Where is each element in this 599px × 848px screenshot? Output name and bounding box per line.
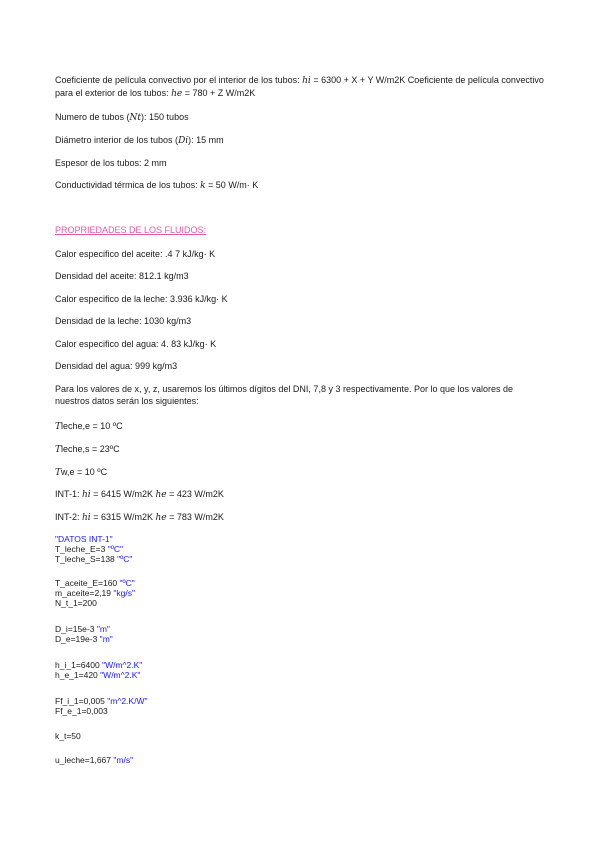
text: leche,e = 10 ºC — [61, 421, 123, 431]
text: ): 150 tubos — [141, 112, 189, 122]
text: D_i=15e-3 — [55, 624, 97, 634]
text: Conductividad térmica de los tubos: — [55, 180, 201, 190]
int2-line — [55, 511, 550, 524]
string: "DATOS INT-1" — [55, 534, 113, 544]
code-block-title — [55, 535, 550, 545]
dni-paragraph: Para los valores de x, y, z, usaremos los últimos dígitos del DNI, 7,8 y 3 respectivamente. Por lo que los valores de nuestros datos serán los siguientes: — [55, 384, 514, 406]
di-symbol: Di — [178, 136, 189, 146]
string: "m" — [96, 624, 110, 634]
intro-text: = 780 + Z W/m2K — [182, 88, 256, 98]
text: w,e = 10 ºC — [61, 467, 108, 477]
temp-line — [55, 420, 550, 433]
string: "ºC" — [119, 578, 135, 588]
int1-line — [55, 488, 550, 501]
text: ): 15 mm — [188, 135, 224, 145]
property-line: Calor especifico del agua: 4. 83 kJ/kg· K — [55, 339, 217, 349]
property-line: Densidad del aceite: 812.1 kg/m3 — [55, 271, 189, 281]
text: INT-1: — [55, 489, 83, 499]
string: "m^2.K/W" — [107, 696, 148, 706]
t-symbol: T — [55, 468, 62, 478]
intro-paragraph — [55, 74, 550, 100]
code-line — [55, 625, 550, 635]
temp-line — [55, 443, 550, 456]
text: = 423 W/m2K — [166, 489, 224, 499]
string: "m/s" — [113, 755, 134, 765]
text: u_leche=1,667 — [55, 755, 114, 765]
text: T_aceite_E=160 — [55, 578, 120, 588]
temp-line — [55, 466, 550, 479]
t-symbol: T — [55, 422, 62, 432]
text: D_e=19e-3 — [55, 634, 100, 644]
text: Diámetro interior de los tubos ( — [55, 135, 179, 145]
code-line: N_t_1=200 — [55, 598, 97, 608]
text: T_leche_E=3 — [55, 544, 108, 554]
code-line — [55, 697, 550, 707]
code-line: k_t=50 — [55, 731, 81, 741]
he-symbol: he — [171, 89, 183, 99]
text: Numero de tubos ( — [55, 112, 130, 122]
code-line — [55, 671, 550, 681]
text: m_aceite=2,19 — [55, 588, 114, 598]
inner-diameter-line — [55, 134, 550, 147]
hi-symbol: hi — [82, 490, 91, 500]
he-symbol: he — [155, 513, 167, 523]
code-line — [55, 756, 550, 766]
thickness-line: Espesor de los tubos: 2 mm — [55, 158, 167, 168]
tube-count-line — [55, 111, 550, 124]
text: = 6315 W/m2K — [90, 512, 156, 522]
code-line — [55, 589, 550, 599]
text: Ff_i_1=0,005 — [55, 696, 108, 706]
string: "W/m^2.K" — [102, 660, 143, 670]
text: INT-2: — [55, 512, 83, 522]
string: "m" — [99, 634, 113, 644]
property-line: Densidad de la leche: 1030 kg/m3 — [55, 316, 192, 326]
code-line — [55, 555, 550, 565]
text: = 6415 W/m2K — [90, 489, 156, 499]
string: "W/m^2.K" — [100, 670, 141, 680]
string: "kg/s" — [113, 588, 135, 598]
he-symbol: he — [155, 490, 167, 500]
text: = 50 W/m· K — [205, 180, 259, 190]
property-line: Calor especifico de la leche: 3.936 kJ/kg· K — [55, 294, 228, 304]
text: = 783 W/m2K — [166, 512, 224, 522]
intro-text: = 6300 + X + Y W/m2K Coeficiente de película convectivo para el exterior de los tubos: — [55, 75, 544, 98]
property-line: Calor especifico del aceite: .4 7 kJ/kg· K — [55, 249, 216, 259]
hi-symbol: hi — [302, 76, 311, 86]
string: "ºC" — [107, 544, 123, 554]
property-line: Densidad del agua: 999 kg/m3 — [55, 361, 178, 371]
intro-text: Coeficiente de película convectivo por el interior de los tubos: — [55, 75, 303, 85]
text: h_i_1=6400 — [55, 660, 103, 670]
text: T_leche_S=138 — [55, 554, 118, 564]
k-symbol: k — [200, 181, 206, 191]
string: "ºC" — [117, 554, 133, 564]
conductivity-line — [55, 179, 550, 192]
text: h_e_1=420 — [55, 670, 101, 680]
nt-symbol: Nt — [129, 113, 142, 123]
code-line — [55, 635, 550, 645]
code-line: Ff_e_1=0,003 — [55, 706, 108, 716]
hi-symbol: hi — [82, 513, 91, 523]
properties-heading: PROPRIEDADES DE LOS FLUIDOS: — [55, 225, 207, 235]
t-symbol: T — [55, 445, 62, 455]
text: leche,s = 23ºC — [61, 444, 120, 454]
